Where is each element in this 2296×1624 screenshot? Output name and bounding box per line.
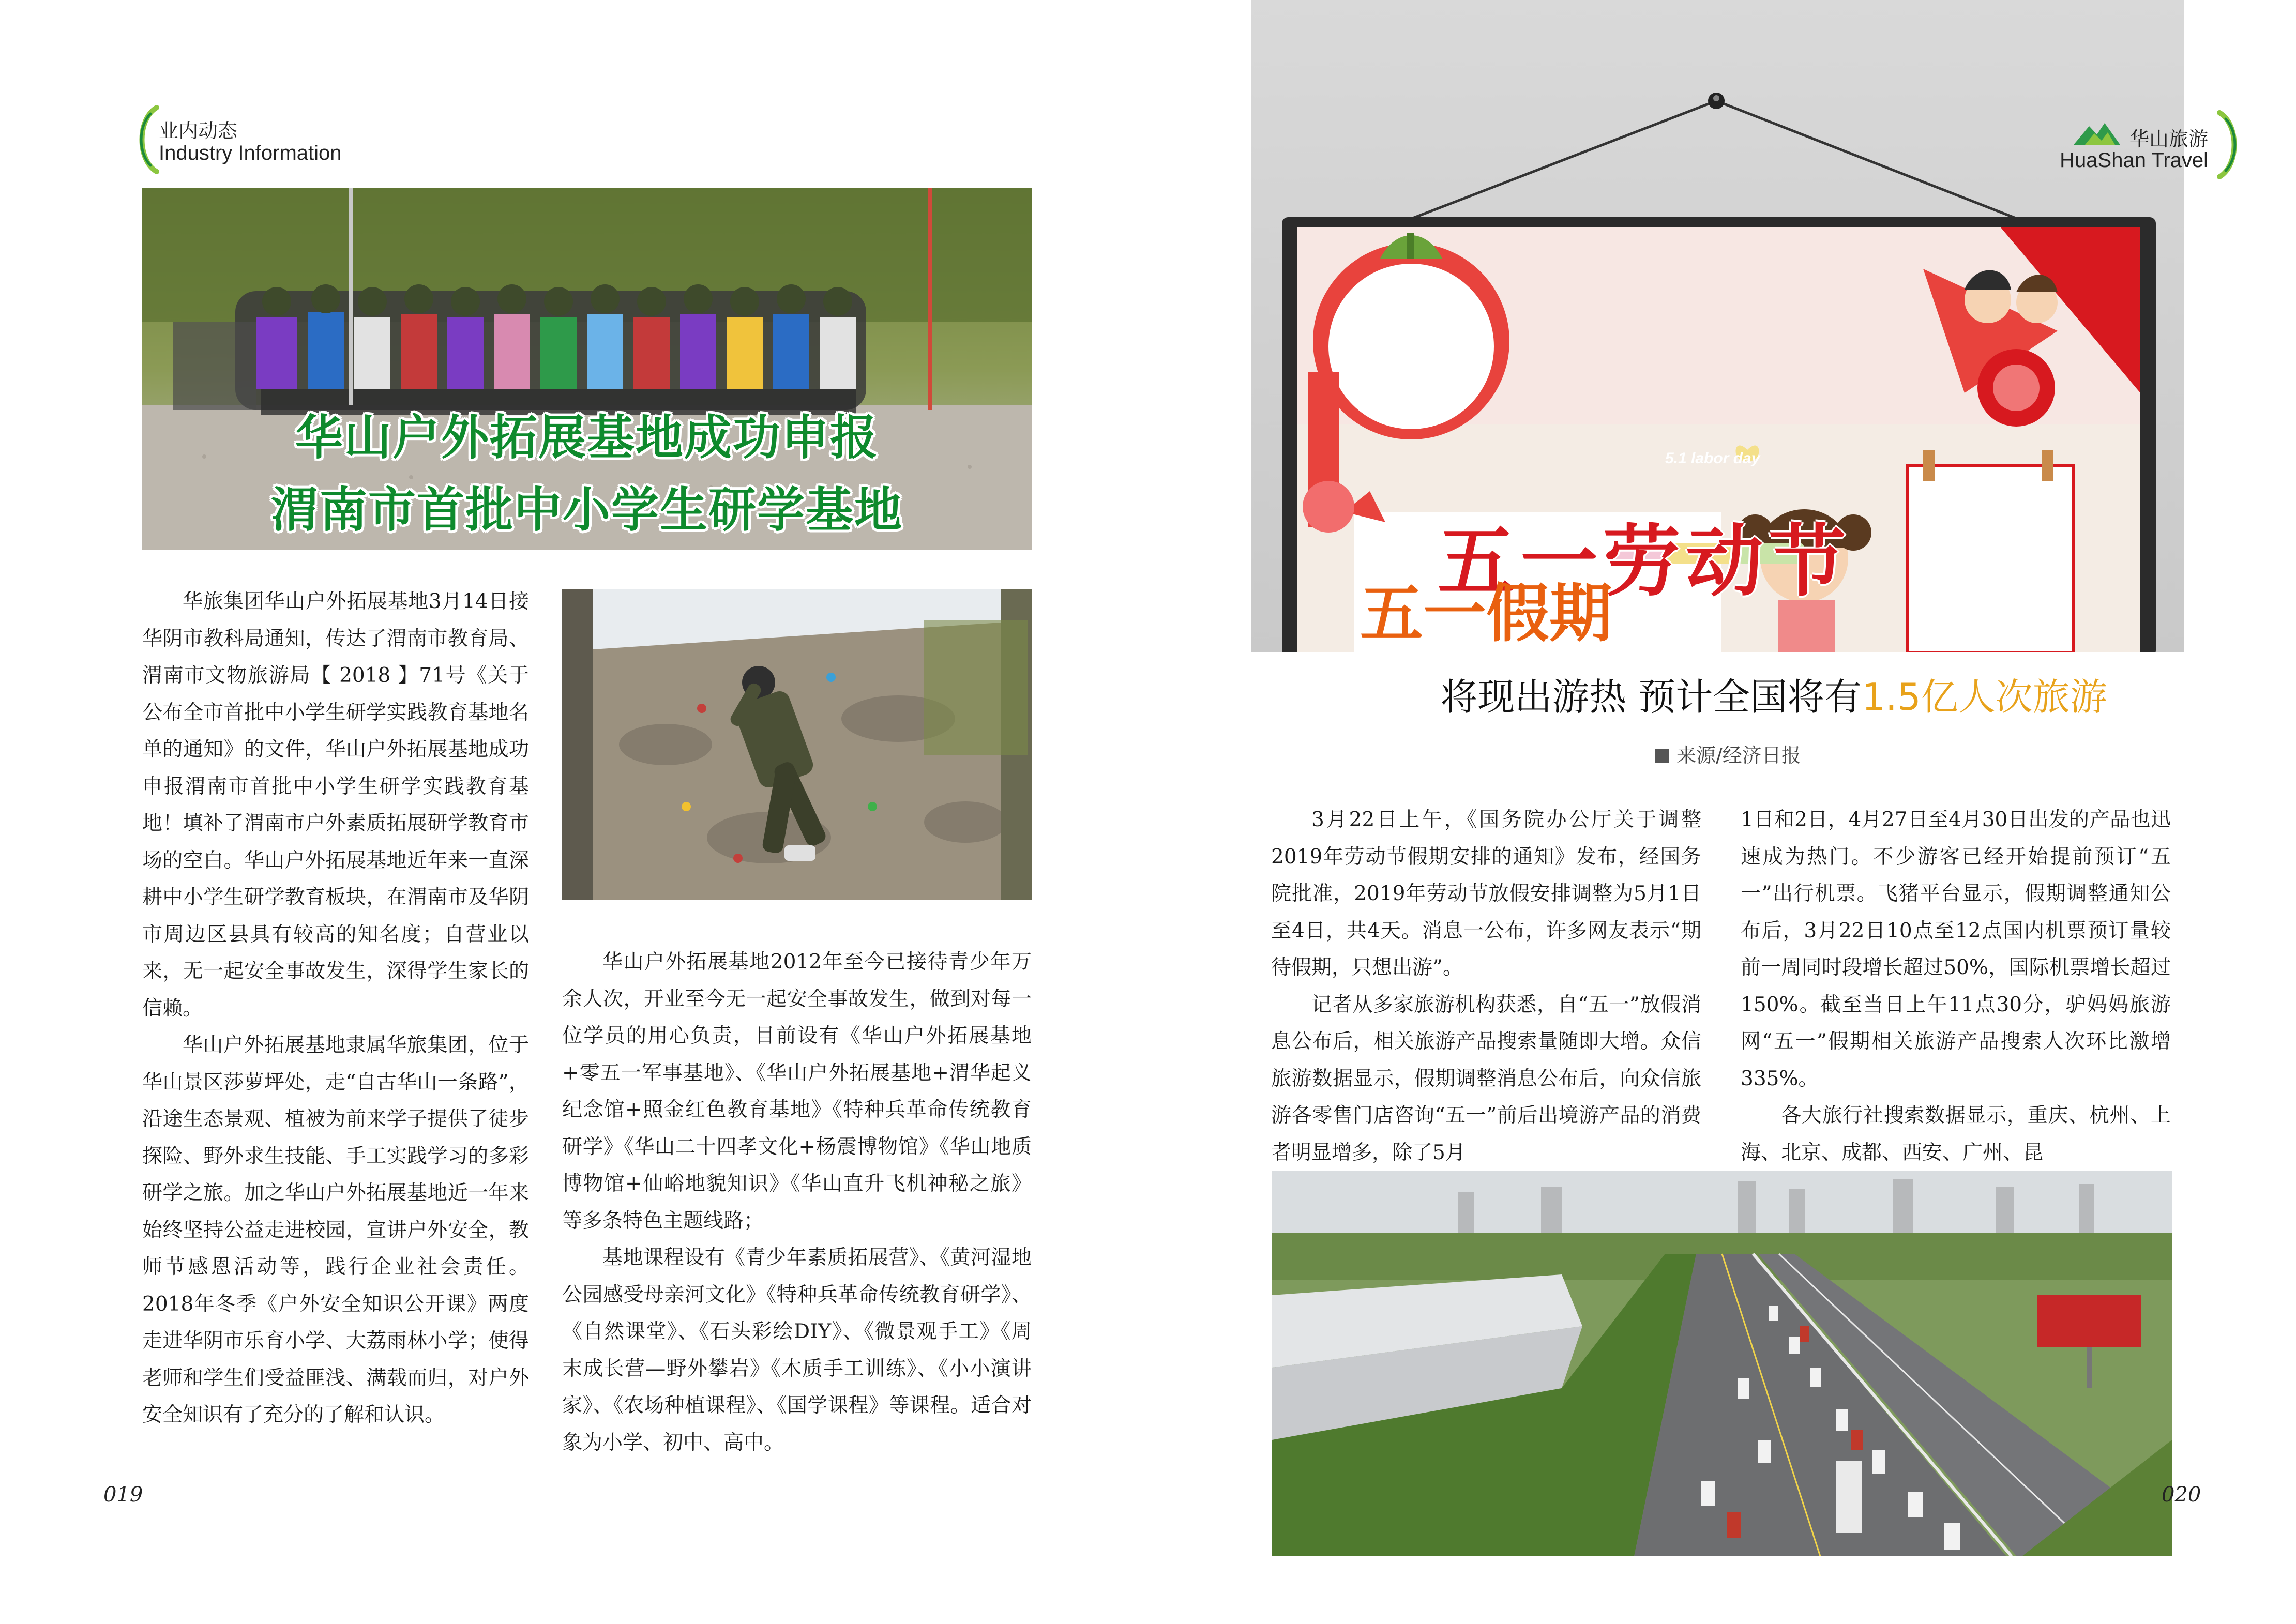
paragraph: 基地课程设有《青少年素质拓展营》、《黄河湿地公园感受母亲河文化》《特种兵革命传统教育研学》、《自然课堂》、《石头彩绘DIY》、《微景观手工》《周末成长营—野外攀岩》《木质手工训练》、《小小演讲家》、《农场种植课程》、《国学课程》等课程。适合对象为小学、初中、高中。	[562, 1246, 1032, 1454]
square-bullet-icon	[1655, 749, 1669, 763]
headline-highlight: 1.5亿人次旅游	[1862, 675, 2107, 719]
right-page	[1148, 0, 2296, 1624]
hero-title-line1: 华山户外拓展基地成功申报	[295, 410, 879, 465]
highway-traffic-photo	[1272, 1171, 2172, 1556]
paragraph: 华山户外拓展基地2012年至今已接待青少年万余人次，开业至今无一起安全事故发生，做到对每一位学员的用心负责，目前设有《华山户外拓展基地+零五一军事基地》、《华山户外拓展基地+渭华起义纪念馆+照金红色教育基地》《特种兵革命传统教育研学》《华山二十四孝文化+杨震博物馆》《华山地质博物馆+仙峪地貌知识》《华山直升飞机神秘之旅》等多条特色主题线路；	[562, 950, 1032, 1233]
poster-holiday-badge: 五一假期	[1360, 577, 1612, 650]
poster-subtitle: 5.1 labor day	[1665, 450, 1760, 467]
section-title-en: Industry Information	[159, 142, 342, 164]
article-source	[1655, 739, 1801, 768]
page-number: 019	[103, 1483, 143, 1507]
article-column-1	[142, 583, 529, 1434]
paragraph: 记者从多家旅游机构获悉，自“五一”放假消息公布后，相关旅游产品搜索量随即大增。众信旅游数据显示，假期调整消息公布后，向众信旅游各零售门店咨询“五一”前后出境游产品的消费者明显增多，除了5月	[1271, 993, 1701, 1164]
page-number: 020	[2162, 1483, 2201, 1507]
paragraph: 1日和2日，4月27日至4月30日出发的产品也迅速成为热门。不少游客已经开始提前预订“五一”出行机票。飞猪平台显示，假期调整通知公布后，3月22日10点至12点国内机票预订量较前一周同时段增长超过50%，国际机票增长超过150%。截至当日上午11点30分，驴妈妈旅游网“五一”假期相关旅游产品搜索人次环比激增335%。	[1741, 808, 2171, 1090]
hero-title-line2: 渭南市首批中小学生研学基地	[270, 482, 903, 538]
source-text: 来源/经济日报	[1676, 744, 1801, 767]
article-column-3	[1271, 801, 1701, 1171]
paragraph: 华山户外拓展基地隶属华旅集团，位于华山景区莎萝坪处，走“自古华山一条路”，沿途生态景观、植被为前来学子提供了徒步探险、野外求生技能、手工实践学习的多彩研学之旅。加之华山户外拓展基地近一年来始终坚持公益走进校园，宣讲户外安全，教师节感恩活动等，践行企业社会责任。2018年冬季《户外安全知识公开课》两度走进华阴市乐育小学、大荔雨林小学；使得老师和学生们受益匪浅、满载而归，对户外安全知识有了充分的了解和认识。	[142, 1034, 529, 1426]
brand-name-cn: 华山旅游	[2129, 128, 2208, 150]
rock-climbing-photo	[562, 589, 1032, 900]
green-arc-icon	[2213, 109, 2244, 181]
headline-main: 将现出游热 预计全国将有	[1440, 675, 1862, 719]
poster-title: 五一劳动节	[1437, 517, 1851, 607]
brand-name-en: HuaShan Travel	[2060, 149, 2208, 172]
paragraph: 华旅集团华山户外拓展基地3月14日接华阴市教科局通知，传达了渭南市教育局、渭南市文物旅游局【 2018 】71号《关于公布全市首批中小学生研学实践教育基地名单的通知》的文件，华山户外拓展基地成功申报渭南市首批中小学生研学实践教育基地！填补了渭南市户外素质拓展研学教育市场的空白。华山户外拓展基地近年来一直深耕中小学生研学教育板块，在渭南市及华阴市周边区县具有较高的知名度；自营业以来，无一起安全事故发生，深得学生家长的信赖。	[142, 590, 529, 1020]
article-headline	[1370, 667, 2177, 721]
paragraph: 各大旅行社搜索数据显示，重庆、杭州、上海、北京、成都、西安、广州、昆	[1741, 1104, 2171, 1164]
brand-badge	[2058, 109, 2265, 181]
article-column-4	[1741, 801, 2171, 1171]
section-title-cn: 业内动态	[159, 119, 238, 142]
article-column-2	[562, 944, 1032, 1461]
mountain-logo-icon	[2074, 120, 2120, 145]
hero-group-photo	[142, 188, 1032, 550]
green-arc-icon	[132, 103, 163, 176]
section-badge	[132, 103, 390, 176]
paragraph: 3月22日上午，《国务院办公厅关于调整2019年劳动节假期安排的通知》发布，经国务院批准，2019年劳动节放假安排调整为5月1日至4日，共4天。消息一公布，许多网友表示“期待假期，只想出游”。	[1271, 808, 1701, 979]
